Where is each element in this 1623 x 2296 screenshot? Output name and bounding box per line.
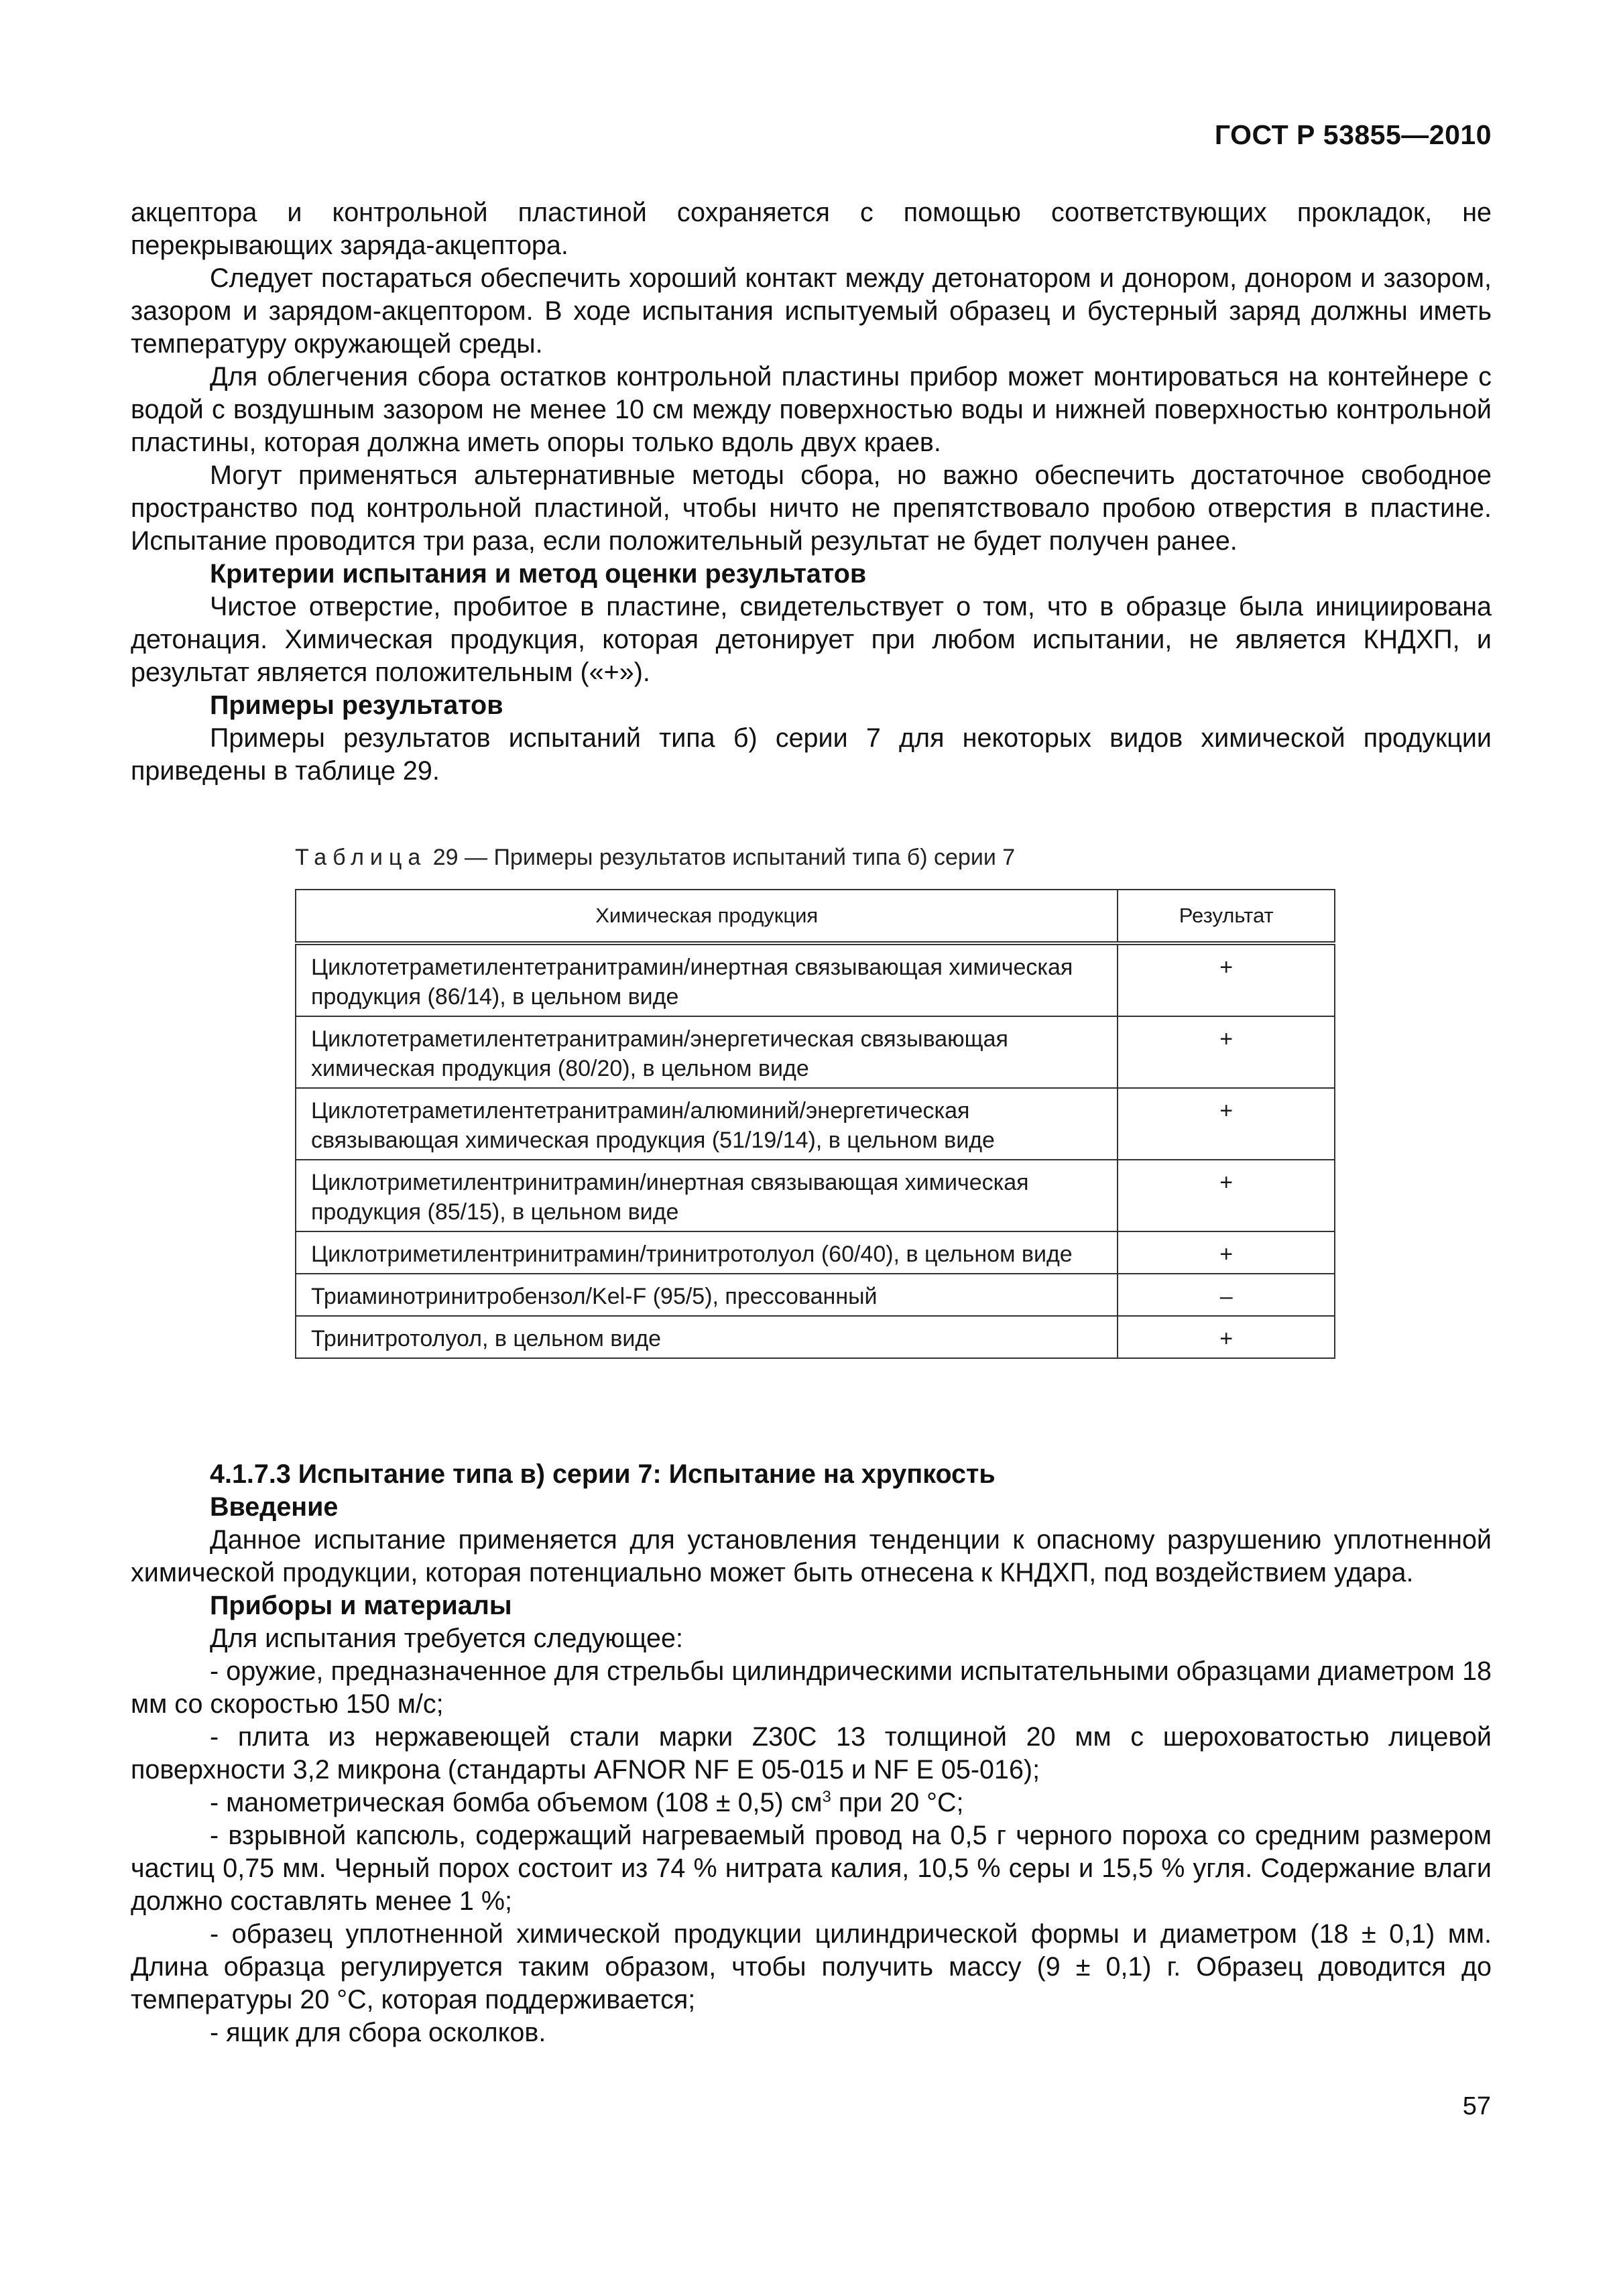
- results-table: [295, 889, 1335, 1359]
- table-row: [296, 1316, 1335, 1358]
- paragraph: Могут применяться альтернативные методы сбора, но важно обеспечить достаточное свободное пространство под контрольной пластиной, чтобы ничто не препятствовало пробою отверстия в пластине. Испытание проводится три раза, если положительный результат не будет получен ранее.: [131, 461, 1492, 556]
- table-row: [296, 1016, 1335, 1088]
- product-cell: Циклотетраметилентетранитрамин/энергетическая связывающая химическая продукция (80/20), в цельном виде: [296, 1016, 1118, 1088]
- table-header-row: [296, 890, 1335, 943]
- paragraph: акцептора и контрольной пластиной сохраняется с помощью соответствующих прокладок, не перекрывающих заряда-акцептора.: [131, 198, 1492, 260]
- body-text-lower: [131, 1458, 1492, 2049]
- superscript: 3: [822, 1787, 831, 1806]
- list-item: - плита из нержавеющей стали марки Z30C 13 толщиной 20 мм с шероховатостью лицевой поверхности 3,2 микрона (стандарты AFNOR NF E 05-015 и NF E 05-016);: [131, 1722, 1492, 1785]
- product-cell: Циклотетраметилентетранитрамин/алюминий/энергетическая связывающая химическая продукция (51/19/14), в цельном виде: [296, 1088, 1118, 1160]
- subheading-intro: Введение: [210, 1492, 339, 1522]
- list-item: - взрывной капсюль, содержащий нагреваемый провод на 0,5 г черного пороха со средним размером частиц 0,75 мм. Черный порох состоит из 74 % нитрата калия, 10,5 % серы и 15,5 % угля. Содержание влаги должно составлять менее 1 %;: [131, 1821, 1492, 1916]
- result-cell: +: [1118, 1088, 1335, 1160]
- product-cell: Тринитротолуол, в цельном виде: [296, 1316, 1118, 1358]
- list-item-text: - манометрическая бомба объемом (108 ± 0,5) см: [210, 1788, 823, 1817]
- product-cell: Циклотетраметилентетранитрамин/инертная связывающая химическая продукция (86/14), в цельном виде: [296, 943, 1118, 1016]
- paragraph: Для испытания требуется следующее:: [210, 1624, 683, 1653]
- column-header-product: Химическая продукция: [296, 890, 1118, 943]
- list-item: - ящик для сбора осколков.: [210, 2018, 546, 2047]
- paragraph: Данное испытание применяется для установления тенденции к опасному разрушению уплотненной химической продукции, которая потенциально может быть отнесена к КНДХП, под воздействием удара.: [131, 1525, 1492, 1587]
- product-cell: Циклотриметилентринитрамин/тринитротолуол (60/40), в цельном виде: [296, 1231, 1118, 1274]
- product-cell: Триаминотринитробензол/Kel-F (95/5), прессованный: [296, 1274, 1118, 1316]
- result-cell: +: [1118, 1231, 1335, 1274]
- body-text-upper: [131, 196, 1492, 788]
- result-cell: +: [1118, 943, 1335, 1016]
- table-caption: [295, 845, 1015, 871]
- standard-code: ГОСТ Р 53855—2010: [1214, 119, 1492, 150]
- list-item: [131, 1787, 1492, 1819]
- list-item: - образец уплотненной химической продукции цилиндрической формы и диаметром (18 ± 0,1) мм. Длина образца регулируется таким образом, чтобы получить массу (9 ± 0,1) г. Образец доводится до температуры 20 °С, которая поддерживается;: [131, 1919, 1492, 2014]
- table-row: [296, 1088, 1335, 1160]
- result-cell: +: [1118, 1016, 1335, 1088]
- list-item: - оружие, предназначенное для стрельбы цилиндрическими испытательными образцами диаметром 18 мм со скоростью 150 м/с;: [131, 1656, 1492, 1719]
- paragraph: Примеры результатов испытаний типа б) серии 7 для некоторых видов химической продукции приведены в таблице 29.: [131, 723, 1492, 786]
- paragraph: Чистое отверстие, пробитое в пластине, свидетельствует о том, что в образце была инициирована детонация. Химическая продукция, которая детонирует при любом испытании, не является КНДХП, и результат является положительным («+»).: [131, 592, 1492, 687]
- paragraph: Для облегчения сбора остатков контрольной пластины прибор может монтироваться на контейнере с водой с воздушным зазором не менее 10 см между поверхностью воды и нижней поверхностью контрольной пластины, которая должна иметь опоры только вдоль двух краев.: [131, 362, 1492, 457]
- column-header-result: Результат: [1118, 890, 1335, 943]
- table-caption-label: Таблица: [295, 845, 427, 870]
- table-row: [296, 1231, 1335, 1274]
- list-item-text: при 20 °С;: [831, 1788, 964, 1817]
- table-row: [296, 1160, 1335, 1231]
- result-cell: –: [1118, 1274, 1335, 1316]
- table-row: [296, 1274, 1335, 1316]
- product-cell: Циклотриметилентринитрамин/инертная связывающая химическая продукция (85/15), в цельном виде: [296, 1160, 1118, 1231]
- subheading-criteria: Критерии испытания и метод оценки результатов: [210, 559, 867, 589]
- result-cell: +: [1118, 1316, 1335, 1358]
- page-number: 57: [1462, 2092, 1491, 2120]
- table-caption-text: 29 — Примеры результатов испытаний типа б) серии 7: [432, 845, 1016, 870]
- section-title: 4.1.7.3 Испытание типа в) серии 7: Испытание на хрупкость: [210, 1459, 996, 1489]
- subheading-examples: Примеры результатов: [210, 690, 503, 720]
- subheading-equipment: Приборы и материалы: [210, 1591, 512, 1620]
- result-cell: +: [1118, 1160, 1335, 1231]
- table-row: [296, 943, 1335, 1016]
- paragraph: Следует постараться обеспечить хороший контакт между детонатором и донором, донором и зазором, зазором и зарядом-акцептором. В ходе испытания испытуемый образец и бустерный заряд должны иметь температуру окружающей среды.: [131, 263, 1492, 359]
